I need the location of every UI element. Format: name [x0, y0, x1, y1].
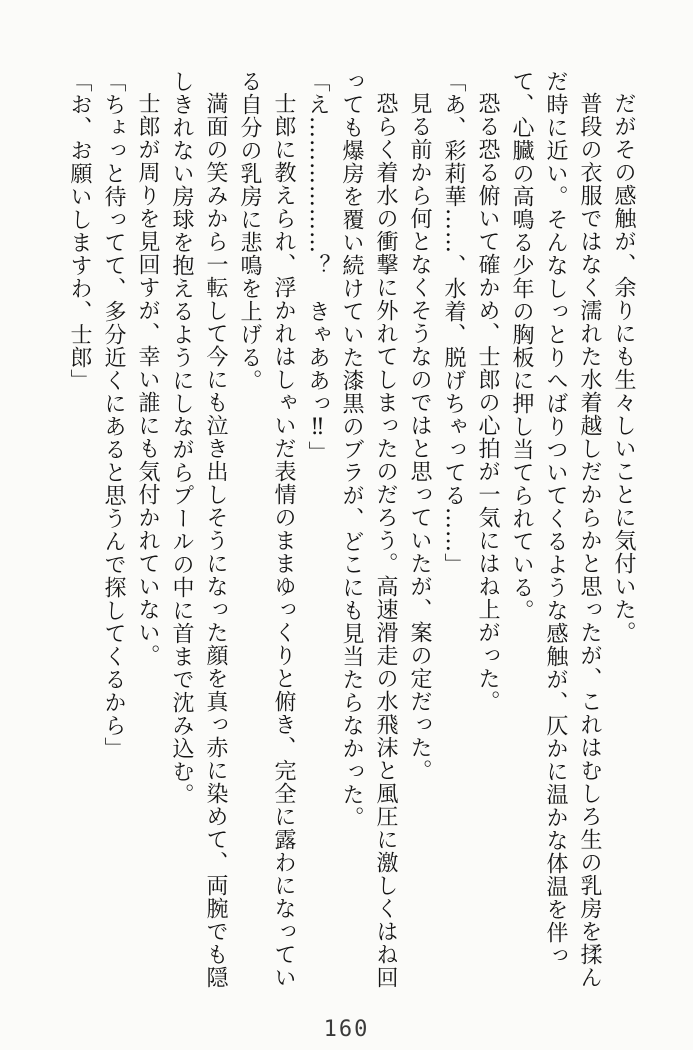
paragraph: 士郎が周りを見回すが、幸い誰にも気付かれていない。 [135, 92, 160, 667]
paragraph: 士郎に教えられ、浮かれはしゃいだ表情のままゆっくりと俯き、完全に露わになっている自分の乳房に悲鳴を上げる。 [237, 70, 296, 989]
dialogue-line: 「え………………？ きゃああっ‼」 [305, 70, 330, 464]
dialogue-line: 「あ、彩莉華……、水着、脱げちゃってる……」 [441, 70, 466, 576]
paragraph: 恐らく着水の衝撃に外れてしまったのだろう。高速滑走の水飛沫と風圧に激しくはね回っても爆房を覆い続けていた漆黒のブラが、どこにも見当たらなかった。 [339, 70, 398, 989]
novel-text [62, 70, 640, 996]
paragraph: だがその感触が、余りにも生々しいことに気付いた。 [611, 92, 636, 644]
paragraph: 普段の衣服ではなく濡れた水着越しだからかと思ったが、これはむしろ生の乳房を揉んだ時に近い。そんなしっとりへばりついてくるような感触が、仄かに温かな体温を伴って、心臓の高鳴る少年の胸板に押し当てられている。 [509, 70, 602, 989]
dialogue-line: 「お、お願いしますわ、士郎」 [67, 70, 92, 392]
paragraph: 見る前から何となくそうなのではと思っていたが、案の定だった。 [407, 92, 432, 782]
paragraph: 恐る恐る俯いて確かめ、士郎の心拍が一気にはね上がった。 [475, 92, 500, 713]
dialogue-line: 「ちょっと待ってて、多分近くにあると思うんで探してくるから」 [101, 70, 126, 760]
page-number: 160 [323, 1017, 370, 1042]
paragraph: 満面の笑みから一転して今にも泣き出しそうになった顔を真っ赤に染めて、両腕でも隠しきれない房球を抱えるようにしながらプールの中に首まで沈み込む。 [169, 70, 228, 989]
